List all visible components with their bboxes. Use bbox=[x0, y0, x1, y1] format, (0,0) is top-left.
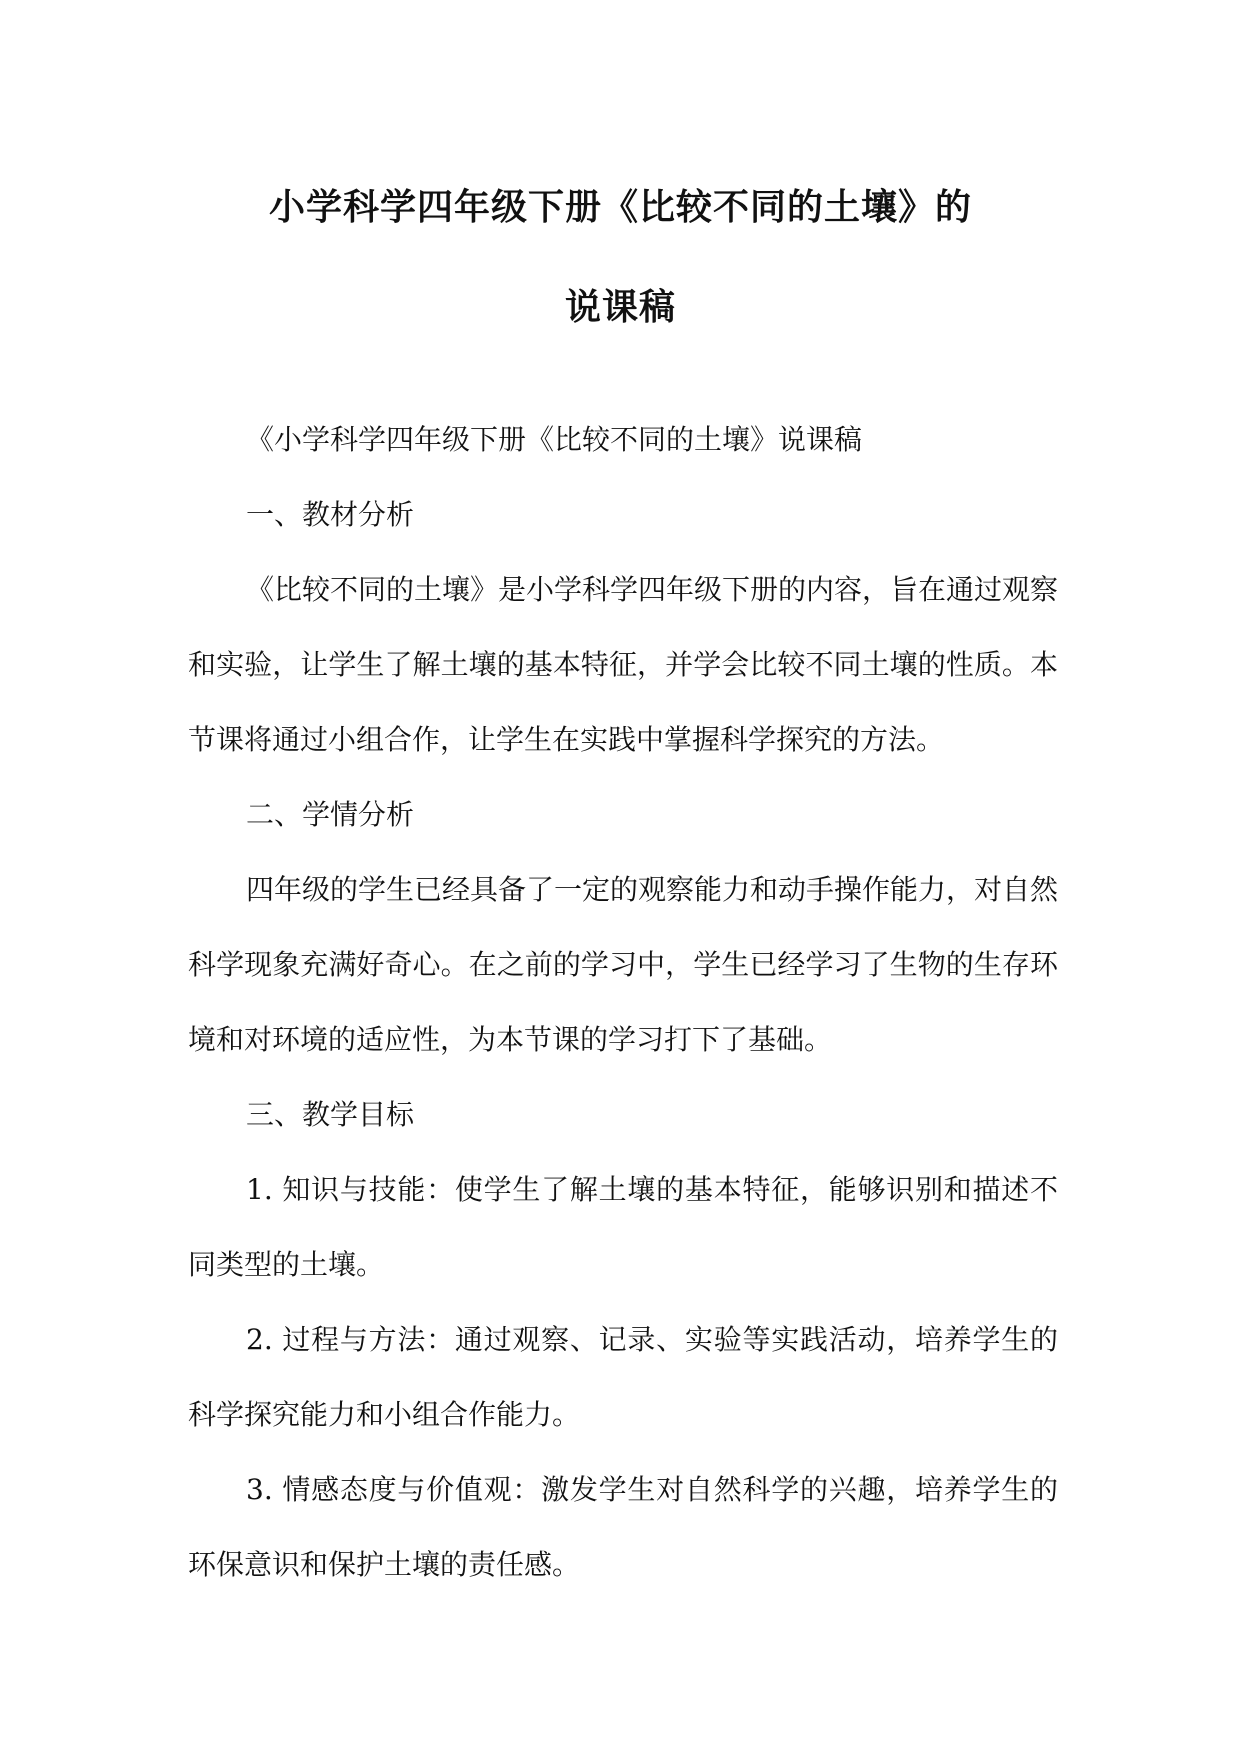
paragraph-subtitle: 《小学科学四年级下册《比较不同的土壤》说课稿 bbox=[246, 423, 863, 456]
section-heading-teaching-goals: 三、教学目标 bbox=[246, 1098, 415, 1131]
document-title-line-1: 小学科学四年级下册《比较不同的土壤》的 bbox=[268, 187, 972, 228]
paragraph-student-analysis: 四年级的学生已经具备了一定的观察能力和动手操作能力，对自然科学现象充满好奇心。在之前的学习中，学生已经学习了生物的生存环境和对环境的适应性，为本节课的学习打下了基础。 bbox=[188, 873, 1059, 1056]
paragraph-textbook-analysis: 《比较不同的土壤》是小学科学四年级下册的内容，旨在通过观察和实验，让学生了解土壤的基本特征，并学会比较不同土壤的性质。本节课将通过小组合作，让学生在实践中掌握科学探究的方法。 bbox=[188, 573, 1059, 756]
document-title-line-2: 说课稿 bbox=[564, 287, 676, 328]
section-heading-student-analysis: 二、学情分析 bbox=[246, 798, 415, 831]
list-item-goal-knowledge: 1. 知识与技能：使学生了解土壤的基本特征，能够识别和描述不同类型的土壤。 bbox=[188, 1173, 1058, 1281]
list-item-goal-attitude: 3. 情感态度与价值观：激发学生对自然科学的兴趣，培养学生的环保意识和保护土壤的责任感。 bbox=[188, 1473, 1058, 1581]
list-item-goal-process: 2. 过程与方法：通过观察、记录、实验等实践活动，培养学生的科学探究能力和小组合作能力。 bbox=[188, 1323, 1058, 1431]
document-body bbox=[188, 402, 1058, 1602]
section-heading-textbook-analysis: 一、教材分析 bbox=[246, 498, 415, 531]
